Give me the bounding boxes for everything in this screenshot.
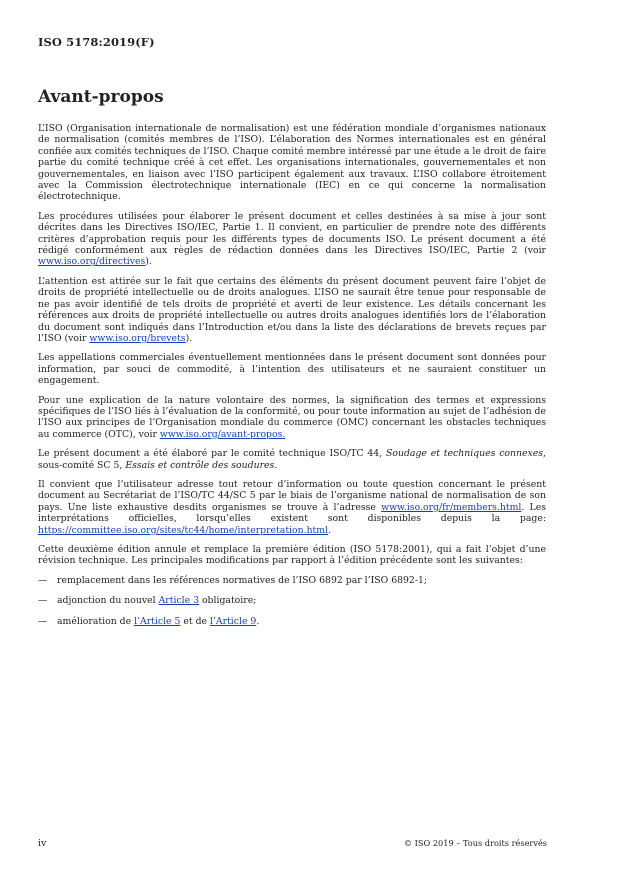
paragraph-trade-names: Les appellations commerciales éventuellement mentionnées dans le présent document sont données pour information, par souci de commodité, à l’intention des utilisateurs et ne sauraient constituer un engagement. <box>38 352 546 387</box>
paragraph-text: Pour une explication de la nature volontaire des normes, la signification des termes et expressions spécifiques de l’ISO liés à l’évaluation de la conformité, ou pour toute information au sujet de l’adhésion de l’ISO aux principes de l’Organisation mondiale du commerce (OMC) concernant les obstacles techniques au commerce (OTC), voir <box>38 394 546 440</box>
list-item <box>38 595 546 606</box>
list-item <box>38 616 546 627</box>
list-dash: — <box>38 615 48 627</box>
paragraph-patents <box>38 276 546 344</box>
list-dash: — <box>38 574 48 586</box>
list-item-text <box>57 616 259 627</box>
paragraph-text: , sous-comité SC 5, <box>38 448 546 471</box>
paragraph-text: . <box>328 524 332 536</box>
document-id: ISO 5178:2019(F) <box>38 35 155 49</box>
paragraph-text: ). <box>185 332 193 344</box>
page-number: iv <box>38 838 47 849</box>
article-5-link[interactable]: l’Article 5 <box>134 615 181 627</box>
paragraph-voluntary-nature <box>38 395 546 441</box>
list-text: et de <box>180 615 210 627</box>
paragraph-feedback <box>38 479 546 536</box>
subcommittee-title: Essais et contrôle des soudures <box>125 459 275 471</box>
paragraph-text: Les procédures utilisées pour élaborer le présent document et celles destinées à sa mise à jour sont décrites dans les Directives ISO/IEC, Partie 1. Il convient, en particulier de prendre note des différents critères d’approbation requis pour les différents types de documents ISO. Le présent document a été rédigé conformément aux règles de rédaction données dans les Directives ISO/IEC, Partie 2 (voir <box>38 210 546 257</box>
article-3-link[interactable]: Article 3 <box>158 595 199 607</box>
paragraph-text: L’attention est attirée sur le fait que certains des éléments du présent document peuvent faire l’objet de droits de propriété intellectuelle ou de droits analogues. L’ISO ne saurait être tenue pour responsable de ne pas avoir identifié de tels droits de propriété et averti de leur existence. Les détails concernant les références aux droits de propriété intellectuelle ou autres droits analogues identifiés lors de l’élaboration du document sont indiqués dans l’Introduction et/ou dans la liste des déclarations de brevets reçues par l’ISO (voir <box>38 275 546 344</box>
paragraph-text: Le présent document a été élaboré par le comité technique ISO/TC 44, <box>38 448 386 460</box>
paragraph-text: . <box>274 459 278 471</box>
list-item <box>38 575 546 586</box>
list-text: adjonction du nouvel <box>57 595 159 607</box>
list-text: obligatoire; <box>199 595 257 607</box>
committee-title: Soudage et techniques connexes <box>386 448 544 460</box>
members-link[interactable]: www.iso.org/fr/members.html <box>381 501 522 513</box>
article-9-link[interactable]: l’Article 9 <box>209 615 257 627</box>
page-title: Avant-propos <box>38 87 164 107</box>
list-item-text: remplacement dans les références normatives de l’ISO 6892 par l’ISO 6892-1; <box>57 574 428 586</box>
copyright: © ISO 2019 – Tous droits réservés <box>403 838 547 848</box>
paragraph-committee <box>38 448 546 471</box>
paragraph-text: ). <box>145 256 152 268</box>
paragraph-procedures <box>38 211 546 268</box>
list-dash: — <box>38 595 48 607</box>
paragraph-iso-intro: L’ISO (Organisation internationale de normalisation) est une fédération mondiale d’organismes nationaux de normalisation (comités membres de l’ISO). L’élaboration des Normes internationales est en général confiée aux comités techniques de l’ISO. Chaque comité membre intéressé par une étude a le droit de faire partie du comité technique créé à cet effet. Les organisations internationales, gouvernementales et non gouvernementales, en liaison avec l’ISO participent également aux travaux. L’ISO collabore étroitement avec la Commission électrotechnique internationale (IEC) en ce qui concerne la normalisation électrotechnique. <box>38 123 546 203</box>
list-text: . <box>256 615 260 627</box>
patents-link[interactable]: www.iso.org/brevets <box>89 332 186 344</box>
interpretation-link[interactable]: https://committee.iso.org/sites/tc44/home/interpretation.html <box>38 524 329 536</box>
paragraph-text: Il convient que l’utilisateur adresse tout retour d’information ou toute question concernant le présent document au Secrétariat de l’ISO/TC 44/SC 5 par le biais de l’organisme national de normalisation de son pays. Une liste exhaustive desdits organismes se trouve à l’adresse <box>38 478 546 513</box>
list-text: amélioration de <box>57 615 135 627</box>
directives-link[interactable]: www.iso.org/directives <box>38 256 146 268</box>
foreword-link[interactable]: www.iso.org/avant-propos. <box>159 428 286 440</box>
list-item-text <box>57 595 256 606</box>
paragraph-text: . Les interprétations officielles, lorsqu’elles existent sont disponibles depuis la page: <box>38 501 547 525</box>
paragraph-edition: Cette deuxième édition annule et remplace la première édition (ISO 5178:2001), qui a fait l’objet d’une révision technique. Les principales modifications par rapport à l’édition précédente sont les suivantes: <box>38 544 546 567</box>
foreword-body <box>38 123 546 636</box>
